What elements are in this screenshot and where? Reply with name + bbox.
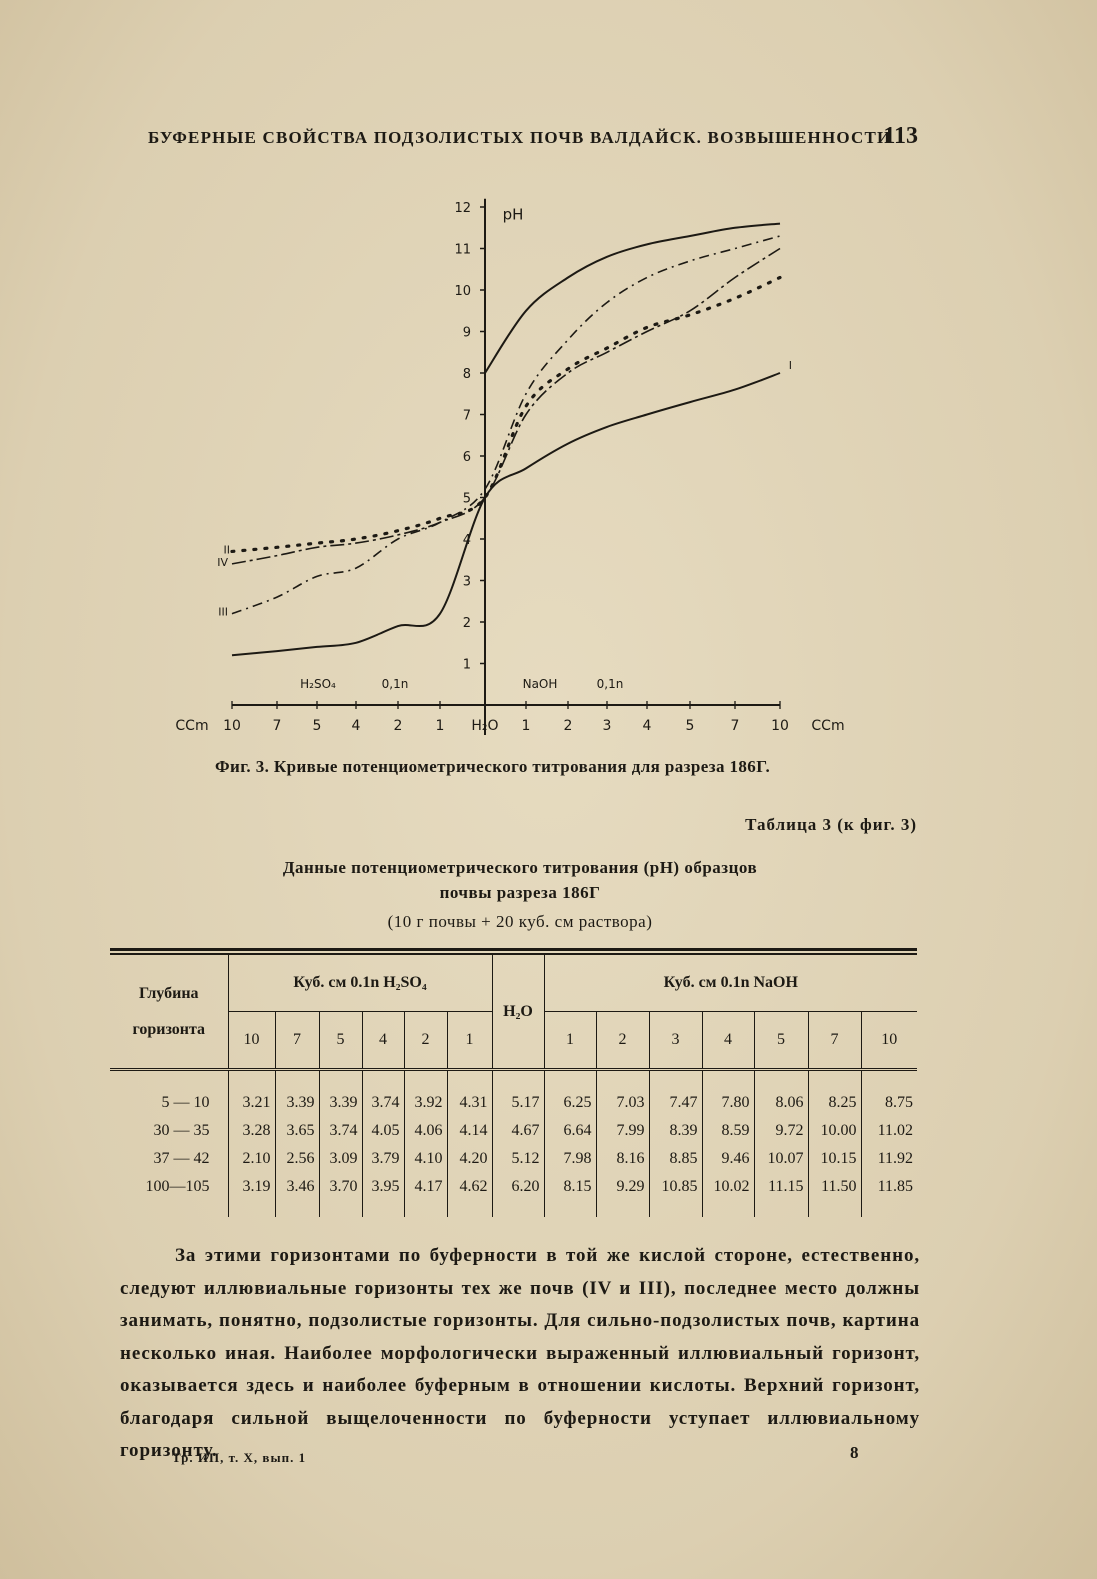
base-subcol: 7 [808,1012,861,1070]
running-title: БУФЕРНЫЕ СВОЙСТВА ПОДЗОЛИСТЫХ ПОЧВ ВАЛДАЙСК. ВОЗВЫШЕННОСТИ [148,128,892,147]
acid-subcol: 5 [319,1012,362,1070]
value-cell: 6.20 [492,1173,544,1217]
value-cell: 3.74 [319,1117,362,1145]
x-unit-left: CCm [175,718,209,734]
x-tick-label: 3 [602,718,612,734]
value-cell: 10.15 [808,1145,861,1173]
value-cell: 3.39 [319,1070,362,1118]
value-cell: 3.28 [228,1117,275,1145]
value-cell: 11.02 [861,1117,917,1145]
value-cell: 7.47 [649,1070,702,1118]
y-tick-label: 9 [462,325,471,341]
table-subtitle: (10 г почвы + 20 куб. см раствора) [387,912,653,931]
chart-axes [232,199,780,735]
table-row [110,1145,917,1173]
x-tick-label: 7 [272,718,282,734]
series-line-2 [232,278,780,552]
base-subcol: 3 [649,1012,702,1070]
page-number: 113 [883,123,918,149]
x-tick-label: 5 [312,718,322,734]
curve-label: II [223,543,230,557]
running-head [148,123,918,149]
y-tick-label: 6 [462,450,471,465]
value-cell: 6.25 [544,1070,596,1118]
value-cell: 8.15 [544,1173,596,1217]
depth-cell: 5 — 10 [161,1094,210,1111]
curve-label: I [788,358,792,372]
acid-conc: 0,1n [381,677,409,691]
x-tick-label: 2 [393,718,403,734]
curve-label: IV [217,555,228,569]
value-cell: 10.85 [649,1173,702,1217]
base-subcol: 2 [596,1012,649,1070]
x-tick-label: 4 [351,718,361,734]
value-cell: 9.46 [702,1145,754,1173]
series-line-3 [232,236,780,614]
table-row [110,1117,917,1145]
x-center-label: H₂O [471,718,499,734]
acid-subcol: 2 [404,1012,447,1070]
value-cell: 3.74 [362,1070,404,1118]
value-cell: 6.64 [544,1117,596,1145]
x-tick-label: 10 [223,718,241,734]
value-cell: 10.07 [754,1145,808,1173]
table-title [200,855,840,934]
y-tick-label: 11 [454,242,471,258]
x-tick-label: 7 [730,718,740,734]
value-cell: 10.00 [808,1117,861,1145]
value-cell: 8.16 [596,1145,649,1173]
col-base-group: Куб. см 0.1n NaOH [544,955,917,1012]
value-cell: 4.17 [404,1173,447,1217]
depth-cell: 30 — 35 [153,1122,210,1139]
value-cell: 3.65 [275,1117,319,1145]
series-line-5 [485,224,780,373]
table-label: Таблица 3 (к фиг. 3) [745,815,917,834]
y-tick-label: 7 [462,408,471,424]
value-cell: 3.39 [275,1070,319,1118]
col-depth-l1: Глубина [138,984,199,1002]
value-cell: 7.03 [596,1070,649,1118]
chart-curves [232,224,780,656]
titration-chart [170,180,870,740]
table-row [110,1173,917,1217]
value-cell: 8.39 [649,1117,702,1145]
base-subcol: 4 [702,1012,754,1070]
value-cell: 4.14 [447,1117,492,1145]
value-cell: 4.20 [447,1145,492,1173]
acid-subcol: 4 [362,1012,404,1070]
x-unit-right: CCm [811,718,845,734]
footer-right: 8 [850,1443,859,1462]
value-cell: 3.09 [319,1145,362,1173]
x-tick-label: 4 [642,718,652,734]
value-cell: 4.31 [447,1070,492,1118]
value-cell: 4.10 [404,1145,447,1173]
y-tick-label: 10 [454,284,471,299]
value-cell: 7.80 [702,1070,754,1118]
acid-subcol: 1 [447,1012,492,1070]
value-cell: 8.59 [702,1117,754,1145]
y-tick-label: 8 [462,367,471,382]
base-subcol: 10 [861,1012,917,1070]
value-cell: 4.05 [362,1117,404,1145]
value-cell: 8.06 [754,1070,808,1118]
value-cell: 7.99 [596,1117,649,1145]
acid-subcol: 7 [275,1012,319,1070]
y-tick-label: 3 [462,574,471,590]
x-tick-label: 1 [521,718,531,734]
titration-table [110,955,917,1217]
value-cell: 10.02 [702,1173,754,1217]
value-cell: 5.17 [492,1070,544,1118]
base-subcol: 1 [544,1012,596,1070]
depth-cell: 100—105 [145,1178,210,1195]
value-cell: 3.70 [319,1173,362,1217]
acid-subcol: 10 [228,1012,275,1070]
paragraph-text: За этими горизонтами по буферности в той же кислой стороне, естественно, следуют иллювиальные горизонты тех же почв (IV и III), последнее место должны занимать, понятно, подзолистые горизонты. Для сильно-подзолистых почв, картина несколько иная. Наиболее морфологически выраженный иллювиальный горизонт, оказывается здесь и наиболее буферным в отношении кислоты. Верхний горизонт, благодаря сильной выщелоченности по буферности уступает иллювиальному горизонту. [120,1245,920,1461]
value-cell: 8.25 [808,1070,861,1118]
base-label: NaOH [522,677,558,691]
depth-cell: 37 — 42 [153,1150,210,1167]
value-cell: 4.62 [447,1173,492,1217]
value-cell: 3.21 [228,1070,275,1118]
value-cell: 3.19 [228,1173,275,1217]
y-axis-label: pH [502,205,524,224]
value-cell: 3.95 [362,1173,404,1217]
x-tick-label: 10 [771,718,789,734]
table-title-line1: Данные потенциометрического титрования (pH) образцов [282,858,758,877]
y-tick-label: 4 [462,533,471,548]
value-cell: 5.12 [492,1145,544,1173]
value-cell: 4.67 [492,1117,544,1145]
body-paragraph [120,1240,920,1468]
y-tick-label: 2 [462,616,471,631]
col-water: H₂O [492,955,544,1070]
series-line-1 [232,373,780,655]
figure-caption: Фиг. 3. Кривые потенциометрического титрования для разреза 186Г. [215,757,771,776]
value-cell: 3.92 [404,1070,447,1118]
y-tick-label: 1 [462,657,471,673]
series-line-4 [232,249,780,564]
value-cell: 8.75 [861,1070,917,1118]
value-cell: 2.10 [228,1145,275,1173]
value-cell: 4.06 [404,1117,447,1145]
value-cell: 7.98 [544,1145,596,1173]
curve-label: III [218,605,228,619]
y-tick-label: 12 [454,201,471,216]
base-subcol: 5 [754,1012,808,1070]
col-depth-header [110,955,228,1070]
x-tick-label: 5 [685,718,695,734]
value-cell: 2.56 [275,1145,319,1173]
col-acid-group: Куб. см 0.1n H₂SO₄ [228,955,492,1012]
value-cell: 3.46 [275,1173,319,1217]
value-cell: 11.92 [861,1145,917,1173]
y-tick-label: 5 [462,491,471,507]
table-title-line2: почвы разреза 186Г [439,883,601,902]
col-depth-l2: горизонта [132,1020,206,1038]
x-tick-label: 2 [563,718,573,734]
value-cell: 9.72 [754,1117,808,1145]
value-cell: 3.79 [362,1145,404,1173]
table-top-rule [110,948,917,951]
value-cell: 11.85 [861,1173,917,1217]
value-cell: 8.85 [649,1145,702,1173]
value-cell: 9.29 [596,1173,649,1217]
table-row [110,1070,917,1118]
footer-left: Тр. ИП, т. X, вып. 1 [172,1450,307,1465]
base-conc: 0,1n [596,677,624,691]
value-cell: 11.50 [808,1173,861,1217]
chart-labels [175,201,844,734]
acid-label: H₂SO₄ [300,677,336,691]
x-tick-label: 1 [435,718,445,734]
value-cell: 11.15 [754,1173,808,1217]
